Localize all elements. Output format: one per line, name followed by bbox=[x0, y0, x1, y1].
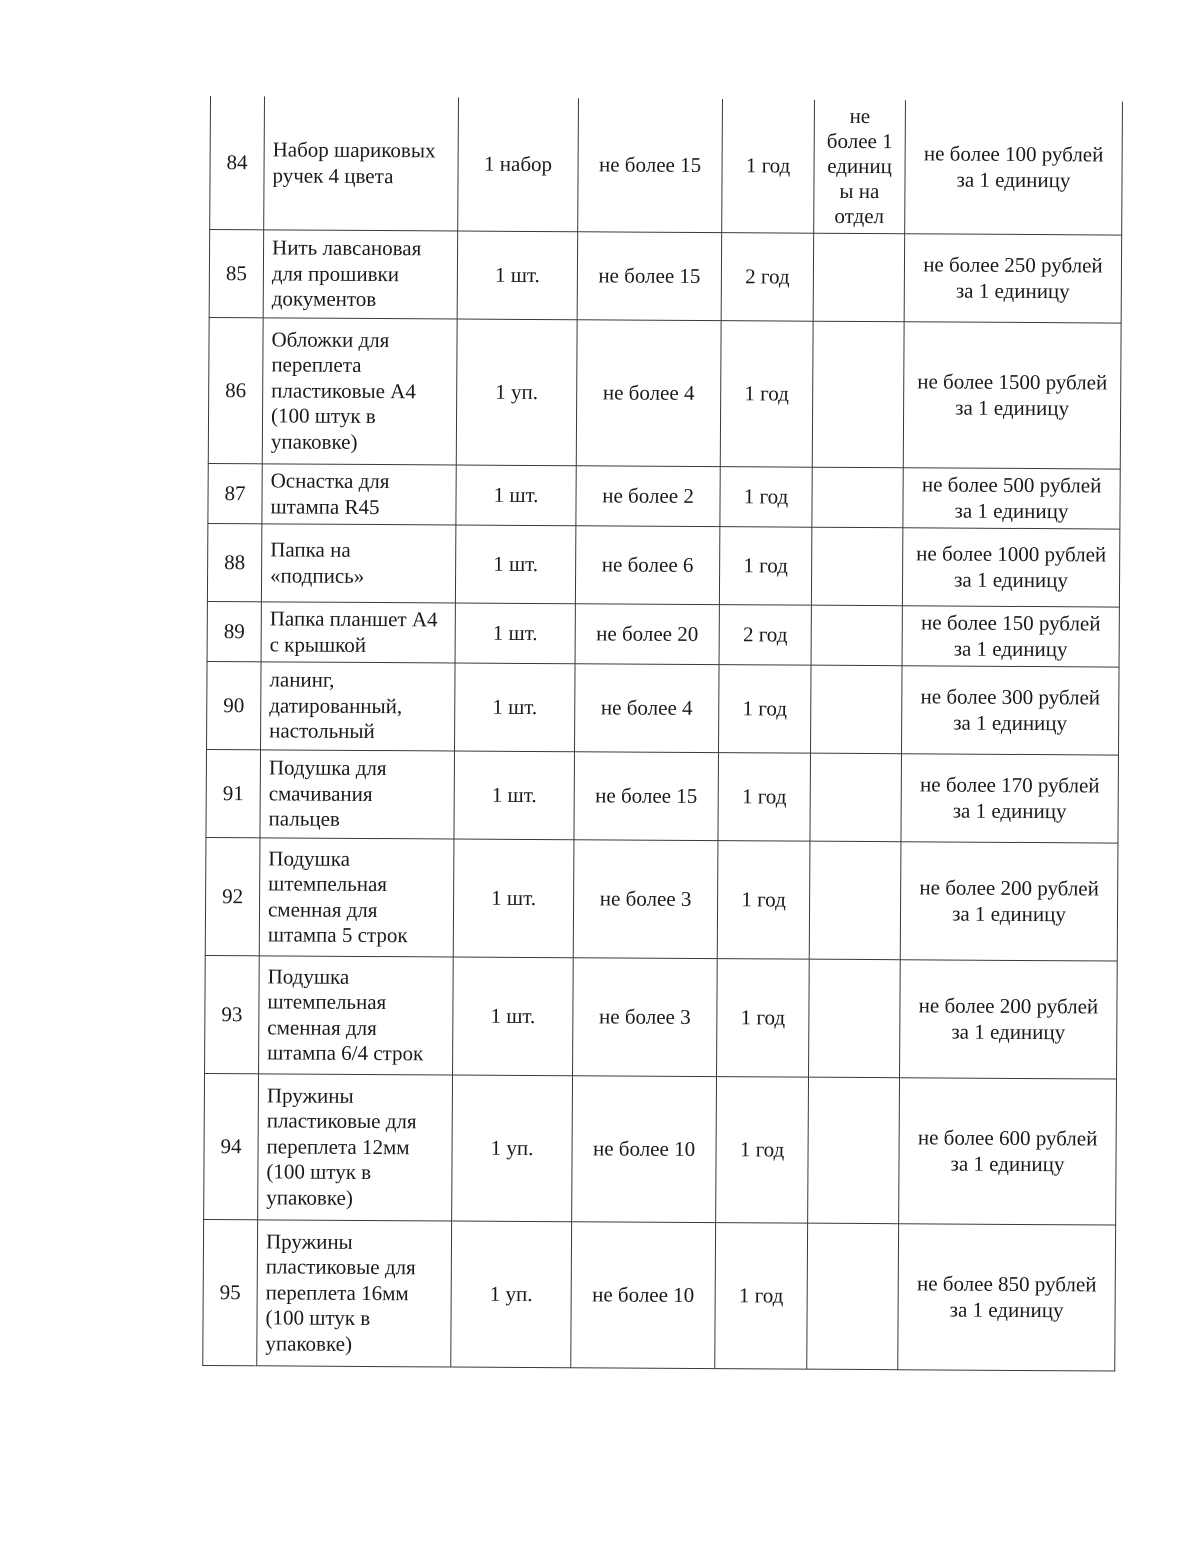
row-number: 95 bbox=[203, 1219, 258, 1365]
table-row bbox=[210, 96, 1123, 235]
item-quantity: не более 4 bbox=[575, 664, 720, 753]
item-price: не более 100 рублей за 1 единицу bbox=[905, 100, 1123, 235]
item-term: 1 год bbox=[719, 527, 811, 606]
item-unit: 1 шт. bbox=[457, 231, 578, 320]
table-row bbox=[209, 230, 1122, 324]
item-price: не более 500 рублей за 1 единицу bbox=[903, 468, 1120, 529]
item-price: не более 1500 рублей за 1 единицу bbox=[903, 322, 1121, 469]
table-row bbox=[208, 463, 1120, 529]
row-number: 94 bbox=[204, 1073, 259, 1219]
table-row bbox=[207, 523, 1119, 607]
row-number: 84 bbox=[210, 96, 265, 230]
item-unit: 1 уп. bbox=[452, 1075, 573, 1222]
item-unit: 1 шт. bbox=[453, 839, 574, 958]
item-unit: 1 уп. bbox=[451, 1221, 572, 1368]
item-price: не более 200 рублей за 1 единицу bbox=[900, 960, 1118, 1079]
item-name: Нить лавсановая для прошивки документов bbox=[263, 230, 458, 319]
item-unit: 1 шт. bbox=[453, 957, 574, 1076]
item-term: 2 год bbox=[719, 605, 811, 666]
item-quantity: не более 15 bbox=[577, 232, 722, 321]
item-name: Подушка для смачивания пальцев bbox=[260, 750, 455, 839]
item-price: не более 1000 рублей за 1 единицу bbox=[902, 528, 1119, 607]
item-price: не более 150 рублей за 1 единицу bbox=[902, 606, 1119, 667]
item-unit: 1 уп. bbox=[456, 319, 577, 466]
item-quantity: не более 10 bbox=[571, 1222, 716, 1369]
item-note bbox=[811, 605, 902, 666]
item-name: Папка на «подпись» bbox=[261, 524, 455, 603]
item-quantity: не более 10 bbox=[572, 1076, 717, 1223]
row-number: 91 bbox=[206, 749, 261, 837]
item-term: 1 год bbox=[718, 753, 811, 842]
table-row bbox=[206, 749, 1119, 843]
item-quantity: не более 4 bbox=[576, 320, 721, 467]
item-quantity: не более 2 bbox=[576, 466, 720, 527]
item-price: не более 300 рублей за 1 единицу bbox=[901, 666, 1119, 755]
row-number: 88 bbox=[207, 523, 261, 601]
item-price: не более 600 рублей за 1 единицу bbox=[899, 1078, 1117, 1225]
item-term: 1 год bbox=[717, 959, 810, 1078]
row-number: 92 bbox=[205, 837, 260, 955]
row-number: 89 bbox=[207, 601, 261, 661]
item-term: 1 год bbox=[715, 1223, 808, 1370]
item-unit: 1 шт. bbox=[455, 603, 575, 664]
item-term: 1 год bbox=[720, 321, 813, 468]
item-note bbox=[812, 467, 903, 528]
row-number: 85 bbox=[209, 230, 264, 318]
item-name: Папка планшет А4 с крышкой bbox=[261, 602, 455, 663]
item-name: Пружины пластиковые для переплета 16мм (100 штук в упаковке) bbox=[257, 1220, 452, 1367]
item-price: не более 850 рублей за 1 единицу bbox=[898, 1224, 1116, 1371]
item-term: 1 год bbox=[716, 1077, 809, 1224]
item-name: Оснастка для штампа R45 bbox=[262, 464, 456, 525]
item-unit: 1 набор bbox=[458, 98, 579, 232]
item-note bbox=[810, 665, 902, 754]
item-name: ланинг, датированный, настольный bbox=[261, 662, 456, 751]
item-price: не более 200 рублей за 1 единицу bbox=[900, 842, 1118, 961]
item-note bbox=[807, 1223, 899, 1370]
row-number: 93 bbox=[205, 955, 260, 1073]
item-term: 1 год bbox=[718, 665, 811, 754]
item-name: Набор шариковых ручек 4 цвета bbox=[264, 96, 459, 231]
item-note bbox=[810, 753, 902, 842]
item-quantity: не более 3 bbox=[573, 958, 718, 1077]
item-name: Подушка штемпельная сменная для штампа 6/4 строк bbox=[259, 956, 454, 1075]
item-unit: 1 шт. bbox=[456, 465, 576, 526]
item-note bbox=[811, 527, 902, 606]
item-unit: 1 шт. bbox=[454, 751, 575, 840]
item-price: не более 250 рублей за 1 единицу bbox=[904, 234, 1122, 323]
table-row bbox=[205, 837, 1118, 961]
item-quantity: не более 3 bbox=[573, 840, 718, 959]
item-unit: 1 шт. bbox=[455, 525, 575, 604]
item-note bbox=[812, 321, 904, 468]
item-quantity: не более 15 bbox=[574, 752, 719, 841]
table-row bbox=[207, 661, 1120, 755]
item-name: Обложки для переплета пластиковые А4 (100 штук в упаковке) bbox=[262, 318, 457, 465]
item-term: 1 год bbox=[722, 99, 815, 233]
item-term: 2 год bbox=[721, 233, 814, 322]
row-number: 87 bbox=[208, 463, 262, 523]
item-note bbox=[809, 959, 901, 1078]
item-quantity: не более 15 bbox=[578, 98, 723, 232]
table-row bbox=[207, 601, 1119, 667]
item-note: не более 1 единицы на отдел bbox=[814, 100, 906, 234]
item-note bbox=[813, 233, 905, 322]
item-quantity: не более 6 bbox=[575, 526, 719, 605]
item-price: не более 170 рублей за 1 единицу bbox=[901, 754, 1119, 843]
table-row bbox=[208, 317, 1121, 469]
item-quantity: не более 20 bbox=[575, 604, 719, 665]
item-unit: 1 шт. bbox=[455, 663, 576, 752]
item-term: 1 год bbox=[720, 467, 812, 528]
item-note bbox=[809, 841, 901, 960]
item-name: Пружины пластиковые для переплета 12мм (100 штук в упаковке) bbox=[258, 1074, 453, 1221]
item-note bbox=[808, 1077, 900, 1224]
item-term: 1 год bbox=[717, 841, 810, 960]
row-number: 90 bbox=[207, 661, 262, 749]
item-name: Подушка штемпельная сменная для штампа 5 строк bbox=[259, 838, 454, 957]
row-number: 86 bbox=[208, 317, 263, 463]
table-row bbox=[204, 1073, 1117, 1225]
supplies-norms-table bbox=[202, 96, 1123, 1372]
table-row bbox=[205, 955, 1118, 1079]
table-row bbox=[203, 1219, 1116, 1371]
